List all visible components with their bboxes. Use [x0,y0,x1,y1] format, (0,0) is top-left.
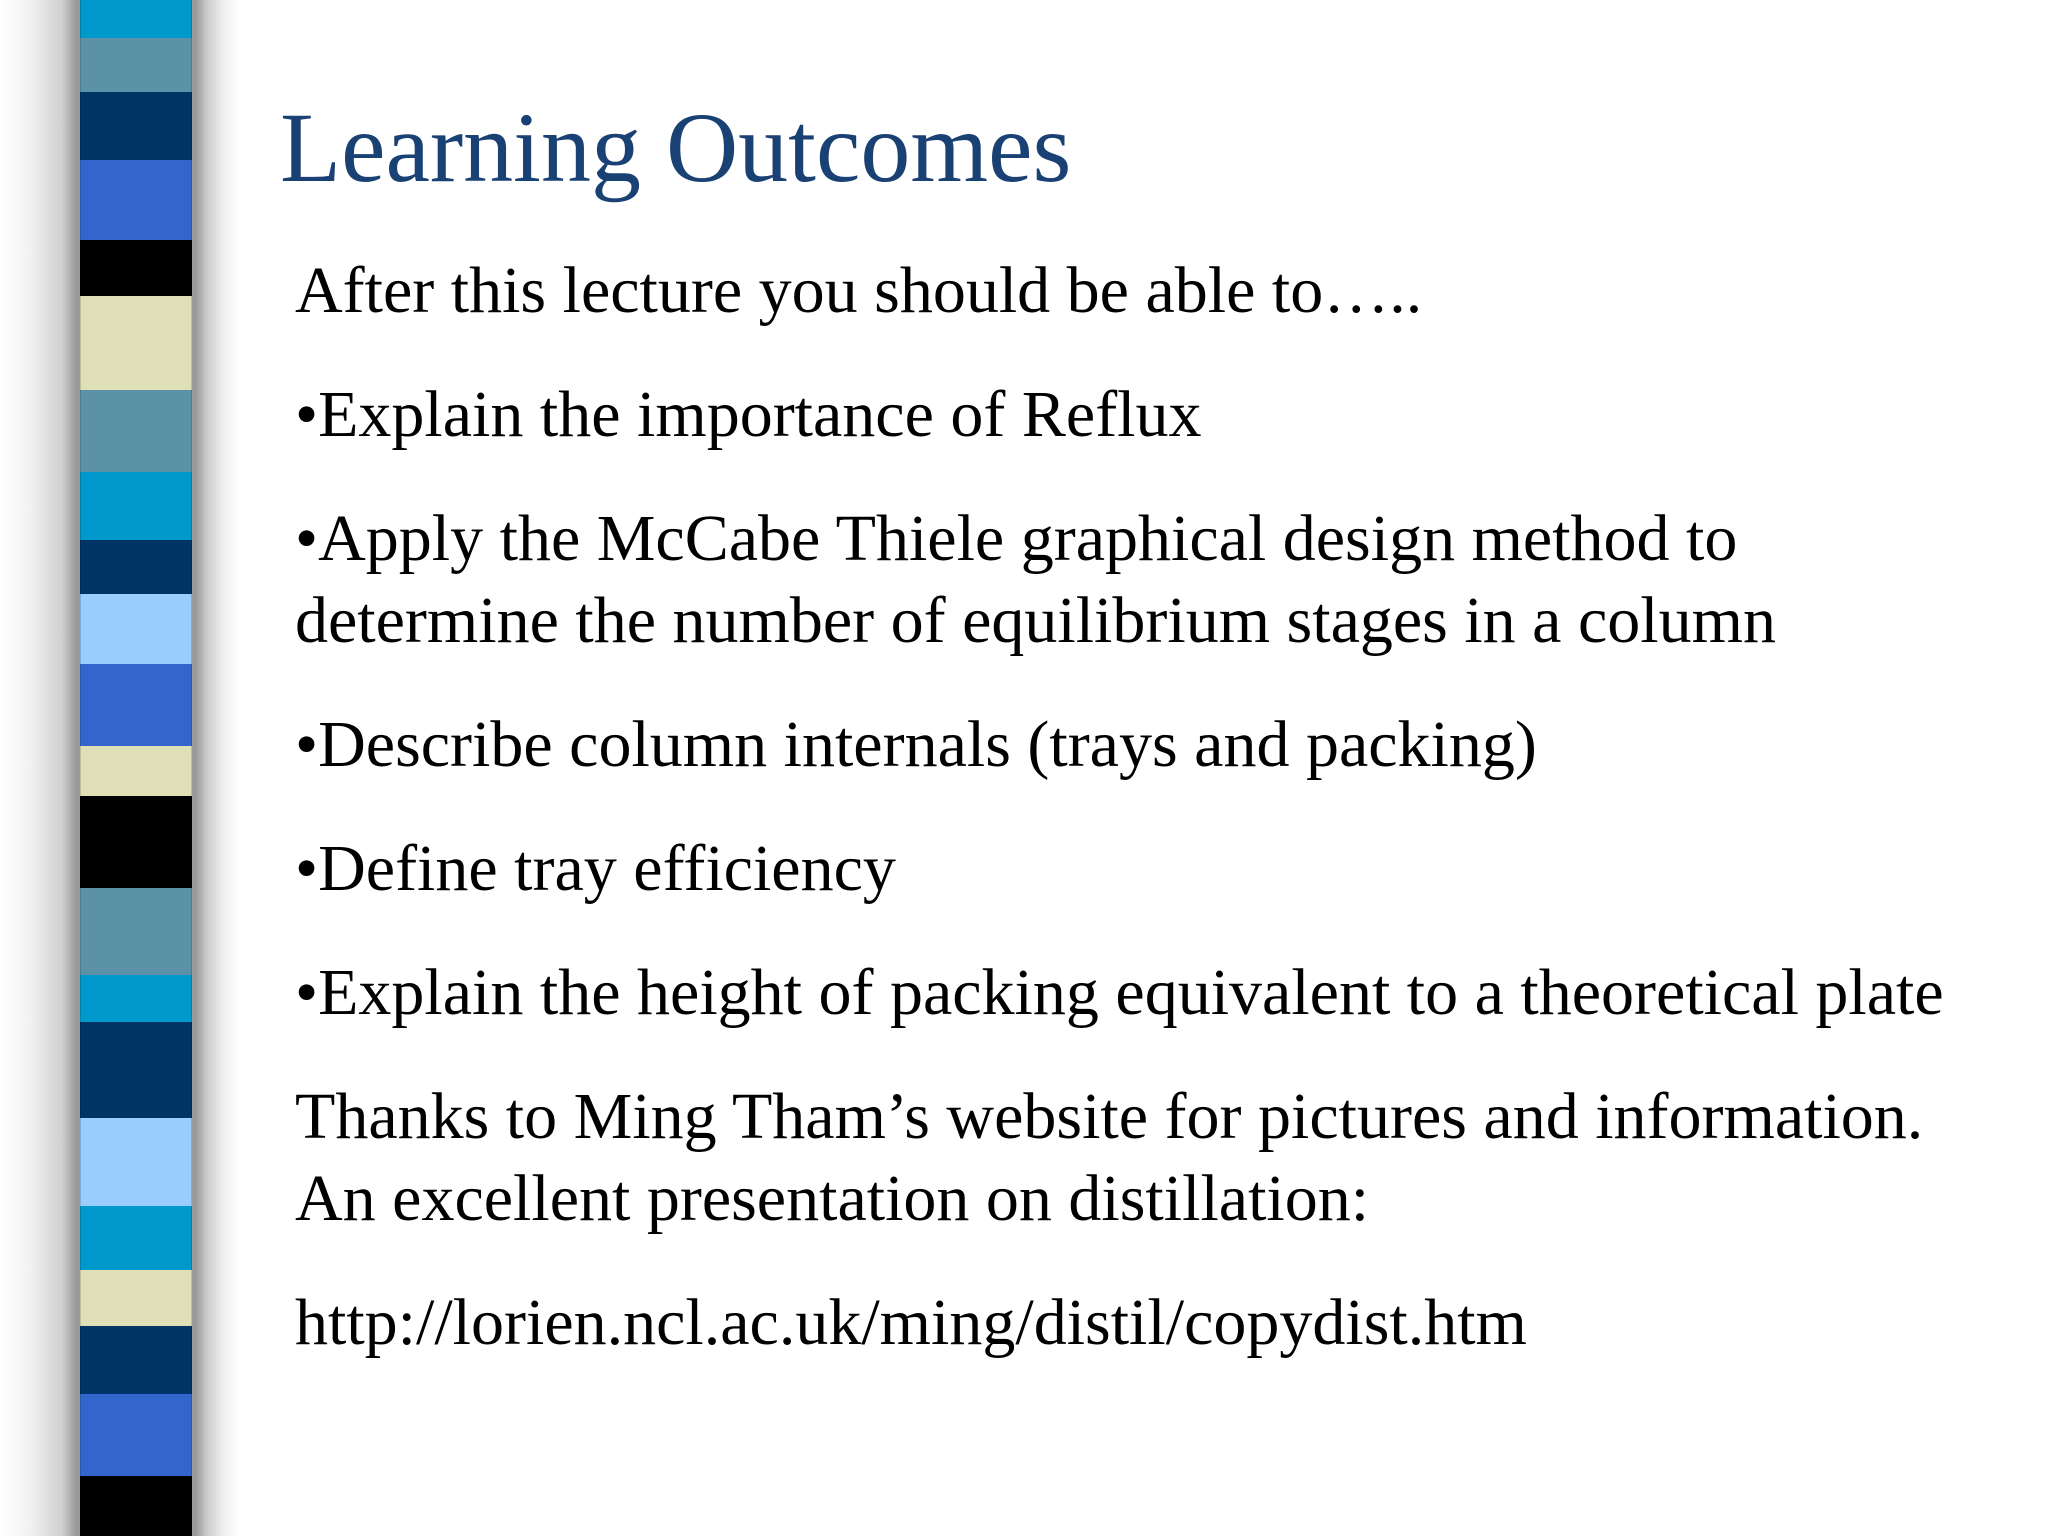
bullet-item [295,704,1995,786]
bullet-item [295,498,1995,662]
thanks-text: Thanks to Ming Tham’s website for pictures and information. An excellent presentation on distillation: [295,1080,1924,1235]
reference-link[interactable]: http://lorien.ncl.ac.uk/ming/distil/copydist.htm [295,1286,1527,1359]
bullet-item [295,828,1995,910]
bullet-item [295,952,1995,1034]
bullet-text: Apply the McCabe Thiele graphical design method to determine the number of equilibrium stages in a column [295,502,1776,657]
slide-title: Learning Outcomes [280,92,1072,203]
slide-body [295,250,1995,1406]
bullet-text: Describe column internals (trays and packing) [318,708,1537,781]
intro-text: After this lecture you should be able to….. [295,254,1423,327]
decorative-color-stripe [80,0,192,1536]
bullet-text: Explain the height of packing equivalent to a theoretical plate [318,956,1944,1029]
bullet-text: Explain the importance of Reflux [318,378,1202,451]
bullet-text: Define tray efficiency [318,832,896,905]
bullet-item [295,374,1995,456]
